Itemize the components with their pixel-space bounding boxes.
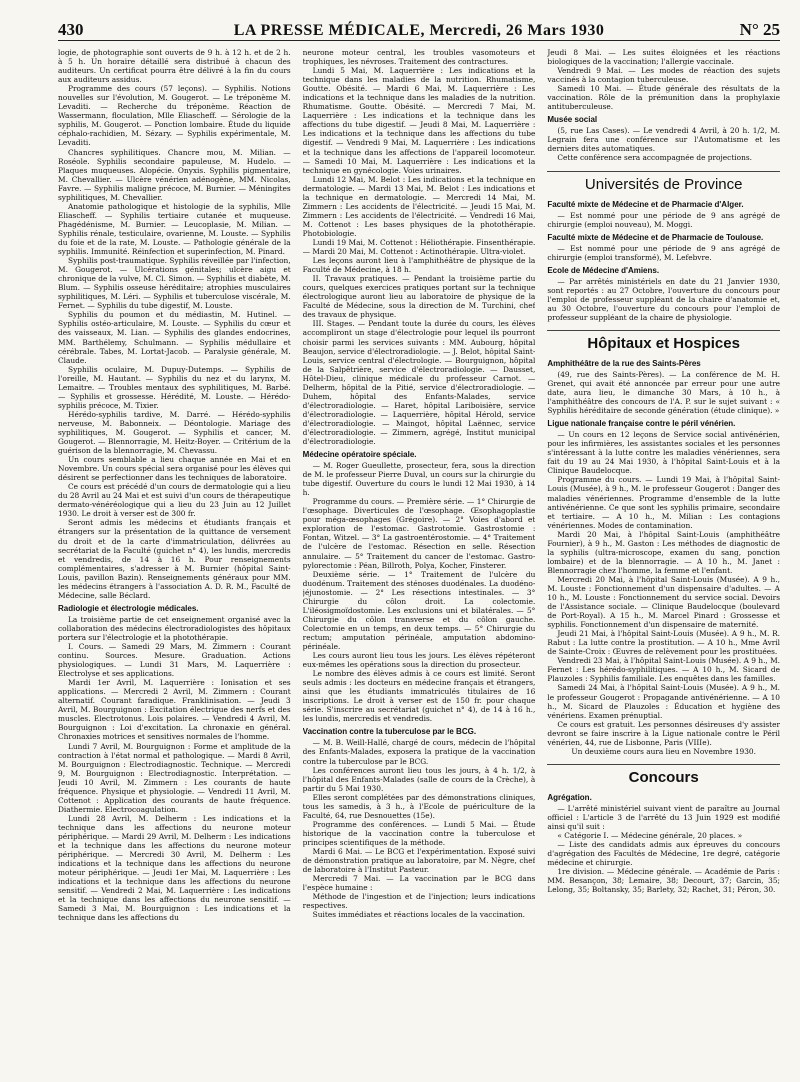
column-3	[547, 48, 780, 1074]
paragraph: — L'arrêté ministériel suivant vient de paraître au Journal officiel : L'article 3 de l'arrêté du 13 Juin 1929 est modifié ainsi qu'il suit :	[547, 803, 781, 831]
paragraph: — Est nommé pour une période de 9 ans agrégé de chirurgie (emploi transformé), M. Lefebvre.	[547, 243, 781, 262]
paragraph: Mardi 6 Mai. — Le BCG et l'expérimentation. Exposé suivi de démonstration pratique au laboratoire, par M. Nègre, chef de laboratoire à l'Institut Pasteur.	[302, 846, 536, 875]
section-title-medecine-operatoire: Médecine opératoire spéciale.	[302, 450, 417, 460]
section-title-toulouse: Faculté mixte de Médecine et de Pharmacie de Toulouse.	[547, 232, 764, 242]
page-header	[58, 14, 780, 41]
journal-title: LA PRESSE MÉDICALE, Mercredi, 26 Mars 1930	[233, 22, 605, 39]
section-title-agregation: Agrégation.	[547, 792, 592, 802]
paragraph: Les leçons auront lieu à l'amphithéâtre de physique de la Faculté de Médecine, à 18 h.	[302, 256, 536, 275]
paragraph: Jeudi 8 Mai. — Les suites éloignées et les réactions biologiques de la vaccination; l'allergie vaccinale.	[547, 48, 781, 67]
paragraph: Mercredi 7 Mai. — La vaccination par le BCG dans l'espèce humaine :	[302, 874, 536, 893]
paragraph: III. Stages. — Pendant toute la durée du cours, les élèves accompliront un stage d'électrologie pour lequel ils pourront choisir parmi les services suivants : MM. Aubourg, hôpital Beaujon, service d'électroradiologie. — J. Belot, hôpital Saint-Louis, service central d'électrologie. — Bourguignon, hôpital de la Salpêtrière, service d'électroradiologie. — Dausset, Hôtel-Dieu, clinique médicale du professeur Carnot. — Delherm, hôpital de la Pitié, service d'électroradiologie. — Duhem, hôpital des Enfants-Malades, service d'électroradiologie. — Haret, hôpital Lariboisière, service d'électroradiologie. — Laquerrière, hôpital Hérold, service d'électroradiologie. — Maingot, hôpital Laënnec, service d'électroradiologie. — Zimmern, agrégé, Institut municipal d'électroradiologie.	[302, 319, 536, 447]
paragraph: (5, rue Las Cases). — Le vendredi 4 Avril, à 20 h. 1/2, M. Legrain fera une conférence sur l'Automatisme et les derniers dites automatiques.	[547, 126, 781, 154]
heading-universites: Universités de Province	[547, 171, 780, 194]
section-title-musee-social: Musée social	[547, 115, 598, 125]
paragraph: Cette conférence sera accompagnée de projections.	[557, 153, 753, 163]
paragraph: Ce cours est précédé d'un cours de dermatologie qui a lieu du 28 Avril au 24 Mai et est suivi d'un cours de thérapeutique dermato-vénéréologique qui a lieu du 23 Juin au 12 Juillet 1930. Le droit à verser est de 300 fr.	[58, 482, 291, 519]
paragraph: Seront admis les médecins et étudiants français et étrangers sur la présentation de la quittance de versement du droit et de la carte d'immatriculation, délivrées au secrétariat de la Faculté (guichet n° 4), les lundis, mercredis et vendredis, de 14 à 16 h. Pour renseignements complémentaires, s'adresser à M. Burnier (hôpital Saint-Louis, pavillon Bazin). Renseignements généraux pour MM. les médecins étrangers à l'association A. D. R. M., Faculté de Médecine, salle Béclard.	[58, 518, 291, 600]
paragraph: 1re division. — Médecine générale. — Académie de Paris : MM. Besançon, 38; Lemaire, 38; Decourt, 37; Garcin, 35; Lelong, 35; Boltansky, 35; Barlety, 32; Rachet, 31; Péron, 30.	[547, 867, 781, 895]
paragraph: Programme des conférences. — Lundi 5 Mai. — Étude historique de la vaccination contre la tuberculose et principes scientifiques de la méthode.	[302, 819, 536, 847]
paragraph: Mardi 20 Mai, à l'hôpital Saint-Louis (amphithéâtre Fournier), à 9 h., M. Gaston : Les méthodes de diagnostic de la syphilis (ultra-microscope, examen du sang, ponction lombaire) et de la blennorragie. — A 10 h., M. Janet : Blennorragie chez l'homme, la femme et l'enfant.	[547, 529, 781, 575]
paragraph: — Par arrêtés ministériels en date du 21 Janvier 1930, sont reportés : au 27 Octobre, l'ouverture du concours pour l'emploi de professeur suppléant de la chaire d'anatomie et, au 30 Octobre, l'ouverture du concours pour l'emploi de professeur suppléant de la chaire de physiologie.	[547, 276, 781, 322]
paragraph: Programme du cours. — Lundi 19 Mai, à l'hôpital Saint-Louis (Musée), à 9 h., M. le professeur Gougerot : Danger des maladies vénériennes. Programme d'ensemble de la lutte antivénérienne. Ce que sont les syphilis primaire, secondaire et tertiaire. — A 10 h., M. Milian : Les contagions vénériennes. Modes de contamination.	[547, 475, 781, 530]
paragraph: Deuxième série. — 1° Traitement de l'ulcère du duodénum. Traitement des sténoses duodénales. La duodéno-jéjunostomie. — 2° Les résections intestinales. — 3° Chirurgie du côlon droit. La colectomie. L'iléosigmoïdostomie. Les exclusions uni et bilatérales. — 5° Chirurgie du côlon transverse et du côlon gauche. Colectomie en un temps, en deux temps. — 5° Chirurgie du rectum; amputation périnéale, amputation abdomino-périnéale.	[302, 569, 536, 651]
column-2	[303, 48, 536, 1074]
section-title-ligue: Ligue nationale française contre le péril vénérien.	[547, 419, 736, 429]
paragraph: Un cours semblable a lieu chaque année en Mai et en Novembre. Un cours spécial sera organisé pour les élèves qui désirent se perfectionner dans les techniques de laboratoire.	[58, 455, 291, 483]
paragraph: Le nombre des élèves admis à ce cours est limité. Seront seuls admis : les docteurs en médecine français et étrangers, ainsi que les étudiants immatriculés titulaires de 16 inscriptions. Le droit à verser est de 150 fr. pour chaque série. S'inscrire au secrétariat (guichet n° 4), de 14 à 16 h., les lundis, mercredis et vendredis.	[302, 669, 536, 724]
paragraph: neurone moteur central, les troubles vasomoteurs et trophiques, les névroses. Traitement des contractures.	[302, 48, 536, 67]
paragraph: Lundi 19 Mai, M. Cottenot : Héliothérapie. Finsenthérapie. — Mardi 20 Mai, M. Cottenot : Actinothérapie. Ultra-violet.	[302, 237, 536, 257]
issue-number: N° 25	[739, 20, 780, 39]
paragraph: Les cours auront lieu tous les jours. Les élèves répéteront eux-mêmes les opérations sous la direction du prosecteur.	[302, 651, 536, 670]
page-number: 430	[58, 20, 84, 39]
paragraph: Samedi 24 Mai, à l'hôpital Saint-Louis (Musée). A 9 h., M. le professeur Gougerot : Propagande antivénérienne. — A 10 h., M. Sicard de Plauzoles : Éducation et hygiène des vénériens. Examen prénuptial.	[547, 683, 781, 720]
paragraph: « Catégorie I. — Médecine générale, 20 places. »	[557, 831, 743, 840]
paragraph: — M. B. Weill-Hallé, chargé de cours, médecin de l'hôpital des Enfants-Malades, exposera la pratique de la vaccination contre la tuberculose par le BCG.	[302, 738, 536, 766]
column-1	[58, 48, 291, 1074]
paragraph: Mardi 1er Avril, M. Laquerrière : Ionisation et ses applications. — Mercredi 2 Avril, M. Zimmern : Courant alternatif. Courant faradique. Franklinisation. — Jeudi 3 Avril, M. Bourguignon : Excitation électrique des nerfs et des muscles. Electrotonus. Lois polaires. — Vendredi 4 Avril, M. Bourguignon : Loi d'excitation. La chronaxie en général. Chronaxies motrices et sensitives normales de l'homme.	[58, 678, 291, 742]
paragraph: Syphilis post-traumatique. Syphilis réveillée par l'infection, M. Gougerot. — Ulcérations génitales; ulcère aigu et chronique de la vulve, M. Cl. Simon. — Syphilis et diabète, M. Blum. — Syphilis osseuse héréditaire; atrophies musculaires syphilitiques, M. Léri. — Syphilis et tuberculose viscérale, M. Fernet. — Syphilis du tube digestif, M. Louste.	[58, 256, 291, 311]
paragraph: Vendredi 9 Mai. — Les modes de réaction des sujets vaccinés à la contagion tuberculeuse.	[547, 66, 781, 85]
section-title-radiologie: Radiologie et électrologie médicales.	[58, 603, 199, 613]
paragraph: II. Travaux pratiques. — Pendant la troisième partie du cours, quelques exercices pratiques portant sur la technique électrologique auront lieu au laboratoire de physique de la Faculté de Médecine, sous la direction de M. Turchini, chef des travaux de physique.	[302, 274, 536, 320]
paragraph: Anatomie pathologique et histologie de la syphilis, Mlle Eliascheff. — Syphilis tertiaire cutanée et muqueuse. Phagédénisme, M. Burnier. — Leucoplasie, M. Milian. — Syphilis rénale, testiculaire, ovarienne, M. Louste. — Syphilis du foie et de la rate, M. Louste. — Pathologie générale de la syphilis. Immunité. Réinfection et superinfection, M. Pinard.	[58, 201, 291, 257]
paragraph: La troisième partie de cet enseignement organisé avec la collaboration des médecins électroradiologistes des hôpitaux portera sur l'électrologie et la photothérapie.	[58, 614, 291, 642]
paragraph: Hérédo-syphilis tardive, M. Darré. — Hérédo-syphilis nerveuse, M. Babonneix. — Déontologie. Mariage des syphilitiques, M. Gougerot. — Syphilis et cancer, M. Gougerot. — Blennorragie, M. Heitz-Boyer. — Critérium de la guérison de la blennorragie, M. Chevassu.	[58, 409, 291, 456]
paragraph: Syphilis du poumon et du médiastin, M. Hutinel. — Syphilis ostéo-articulaire, M. Louste. — Syphilis du cœur et des vaisseaux, M. Lian. — Syphilis des glandes endocrines, MM. Barthélemy, Schulmann. — Syphilis médullaire et cérébrale. Tabes, M. Lortat-Jacob. — Paralysie générale, M. Claude.	[58, 310, 291, 365]
paragraph: — Liste des candidats admis aux épreuves du concours d'agrégation des Facultés de Médecine, 1re degré, catégorie médecine et chirurgie.	[547, 840, 781, 868]
paragraph: Programme des cours (57 leçons). — Syphilis. Notions nouvelles sur l'évolution, M. Gougerot. — Le tréponème M. Levaditi. — Recherche du tréponème. Réaction de Wassermann, floculation, Mlle Eliascheff. — Sérologie de la syphilis, M. Gougerot. — Ponction lombaire. Étude du liquide céphalo-rachidien, M. Sézary. — Syphilis expérimentale, M. Levaditi.	[58, 84, 291, 148]
paragraph: Chancres syphilitiques. Chancre mou, M. Milian. — Roséole. Syphilis secondaire papuleuse, M. Hudelo. — Plaques muqueuses. Alopécie. Onyxis. Syphilis pigmentaire, M. Chevallier. — Ulcère vénérien adénogène, MM. Nicolas, Favre. — Syphilis maligne précoce, M. Burnier. — Méningites syphilitiques, M. Chevallier.	[58, 147, 291, 202]
columns	[58, 48, 780, 1074]
section-title-amiens: Ecole de Médecine d'Amiens.	[547, 265, 660, 275]
section-title-amphitheatre: Amphithéâtre de la rue des Saints-Pères	[547, 358, 701, 368]
paragraph: Mercredi 20 Mai, à l'hôpital Saint-Louis (Musée). A 9 h., M. Louste : Fonctionnement d'un dispensaire d'adultes. — A 10 h., M. Louste : Fonctionnement du service social. Devoirs de l'Assistance sociale. — Clinique Baudelocque (boulevard de Port-Royal). A 15 h., M. Marcel Pinard : Grossesse et syphilis. Fonctionnement d'un dispensaire de maternité.	[547, 574, 781, 630]
paragraph: — M. Roger Gueullette, prosecteur, fera, sous la direction de M. le professeur Pierre Duval, un cours sur la chirurgie du tube digestif. Ouverture du cours le lundi 12 Mai 1930, à 14 h.	[302, 461, 536, 498]
paragraph: Lundi 28 Avril, M. Delherm : Les indications et la technique dans les affections du neurone moteur périphérique. — Mardi 29 Avril, M. Delherm : Les indications et la technique dans les affections du neurone moteur périphérique. — Mercredi 30 Avril, M. Delherm : Les indications et la technique dans les affections du neurone moteur périphérique. — Jeudi 1er Mai, M. Laquerrière : Les indications et la technique dans les affections du neurone sensitif. — Vendredi 2 Mai, M. Laquerrière : Les indications et la technique dans les affections du neurone sensitif. — Samedi 3 Mai, M. Bourguignon : Les indications et la technique dans les affections du	[58, 813, 291, 923]
paragraph: Lundi 5 Mai, M. Laquerrière : Les indications et la technique dans les maladies de la nutrition. Rhumatisme, Goutte. Obésité. — Mardi 6 Mai, M. Laquerrière : Les indications et la technique dans les maladies de la nutrition. Rhumatisme. Goutte. Obésité. — Mercredi 7 Mai, M. Laquerrière : Les indications et la technique dans les affections du tube digestif. — Jeudi 8 Mai, M. Laquerrière : Les indications et la technique dans les affections du tube digestif. — Vendredi 9 Mai, M. Laquerrière : Les indications et la technique dans les affections de l'appareil locomoteur. — Samedi 10 Mai, M. Laquerrière : Les indications et la technique en gynécologie. Voies urinaires.	[302, 66, 536, 175]
paragraph: Les conférences auront lieu tous les jours, à 4 h. 1/2, à l'hôpital des Enfants-Malades (salle de cours de la Crèche), à partir du 5 Mai 1930.	[302, 765, 536, 793]
paragraph: Un deuxième cours aura lieu en Novembre 1930.	[571, 746, 756, 756]
paragraph: I. Cours. — Samedi 29 Mars, M. Zimmern : Courant continu. Sources. Mesure. Graduation. Actions physiologiques. — Lundi 31 Mars, M. Laquerrière : Electrolyse et ses applications.	[58, 642, 291, 679]
paragraph: Jeudi 21 Mai, à l'hôpital Saint-Louis (Musée). A 9 h., M. R. Rabut : La lutte contre la prostitution. — A 10 h., Mme Avril de Sainte-Croix : Œuvres de relèvement pour les prostituées.	[547, 629, 781, 657]
paragraph: Suites immédiates et réactions locales de la vaccination.	[312, 910, 526, 920]
paragraph: — Est nommé pour une période de 9 ans agrégé de chirurgie (emploi nouveau), M. Moggi.	[547, 210, 781, 229]
paragraph: — Un cours en 12 leçons de Service social antivénérien, pour les infirmières, les assistantes sociales et les personnes s'intéressant à la lutte contre les maladies vénériennes, sera fait du 19 au 24 Mai 1930, à l'hôpital Saint-Louis et à la Clinique Baudelocque.	[547, 430, 781, 476]
paragraph: Elles seront complétées par des démonstrations cliniques, tous les samedis, à 3 h., à l'Ecole de puériculture de la Faculté, 64, rue Desnouettes (15e).	[302, 792, 536, 820]
paragraph: Ce cours est gratuit. Les personnes désireuses d'y assister devront se faire inscrire à la Ligue nationale contre le Péril vénérien, 44, rue de Lisbonne, Paris (VIIIe).	[547, 719, 781, 747]
paragraph: Samedi 10 Mai. — Étude générale des résultats de la vaccination. Rôle de la prémunition dans la prophylaxie antituberculeuse.	[547, 84, 781, 112]
paragraph: Lundi 7 Avril, M. Bourguignon : Forme et amplitude de la contraction à l'état normal et pathologique. — Mardi 8 Avril, M. Bourguignon : Electrodiagnostic. Technique. — Mercredi 9, M. Bourguignon : Electrodiagnostic. Interprétation. — Jeudi 10 Avril, M. Zimmern : Les courants de haute fréquence. Physique et physiologie. — Vendredi 11 Avril, M. Cottenot : Application des courants de haute fréquence. Diathermie. Electrocoagulation.	[58, 741, 291, 814]
section-title-alger: Faculté mixte de Médecine et de Pharmacie d'Alger.	[547, 199, 744, 209]
paragraph: Méthode de l'ingestion et de l'injection; leurs indications respectives.	[302, 892, 536, 911]
section-title-bcg: Vaccination contre la tuberculose par le BCG.	[302, 727, 477, 737]
paragraph: (49, rue des Saints-Pères). — La conférence de M. H. Grenet, qui avait été annoncée par erreur pour une autre date, aura lieu, le dimanche 30 Mars, à 10 h., à l'amphithéâtre des concours de l'A. P. sur le sujet suivant : « Syphilis héréditaire de seconde génération (étude clinique). »	[547, 369, 781, 416]
paragraph: logie, de photographie sont ouverts de 9 h. à 12 h. et de 2 h. à 5 h. Un horaire détaillé sera distribué à chacun des auditeurs. Un certificat pourra être délivré à la fin du cours aux auditeurs assidus.	[58, 48, 291, 85]
paragraph: Vendredi 23 Mai, à l'hôpital Saint-Louis (Musée). A 9 h., M. Fernet : Les hérédo-syphilitiques. — A 10 h., M. Sicard de Plauzoles : Syphilis familiale. Les enquêtes dans les familles.	[547, 656, 781, 684]
heading-concours: Concours	[547, 764, 780, 787]
heading-hopitaux: Hôpitaux et Hospices	[547, 330, 780, 353]
paragraph: Programme du cours. — Première série. — 1° Chirurgie de l'œsophage. Diverticules de l'œsophage. Œsophagoplastie pour méga-œsophages (Grégoire). — 2° Voies d'abord et exploration de l'estomac. Gastrotomie. Gastrostomie : Fontan, Witzel. — 3° La gastroentérostomie. — 4° Traitement de l'ulcère de l'estomac. Résection en selle. Résection annulaire. — 5° Traitement du cancer de l'estomac. Gastro-pylorectomie : Péan, Billroth, Polya, Kocher, Finsterer.	[302, 497, 536, 570]
paragraph: Lundi 12 Mai, M. Belot : Les indications et la technique en dermatologie. — Mardi 13 Mai, M. Belot : Les indications et la technique en dermatologie. — Mercredi 14 Mai, M. Zimmern : Les accidents de l'électricité. — Jeudi 15 Mai, M. Zimmern : Les accidents de l'électricité. — Vendredi 16 Mai, M. Cottenot : Les bases physiques de la photothérapie. Photobiologie.	[302, 174, 536, 238]
paragraph: Syphilis oculaire, M. Dupuy-Dutemps. — Syphilis de l'oreille, M. Hautant. — Syphilis du nez et du larynx, M. Lemaitre. — Troubles mentaux des syphilitiques, M. Barbé. — Syphilis et grossesse. Hérédité, M. Louste. — Hérédo-syphilis précoce, M. Tixier.	[58, 364, 291, 410]
